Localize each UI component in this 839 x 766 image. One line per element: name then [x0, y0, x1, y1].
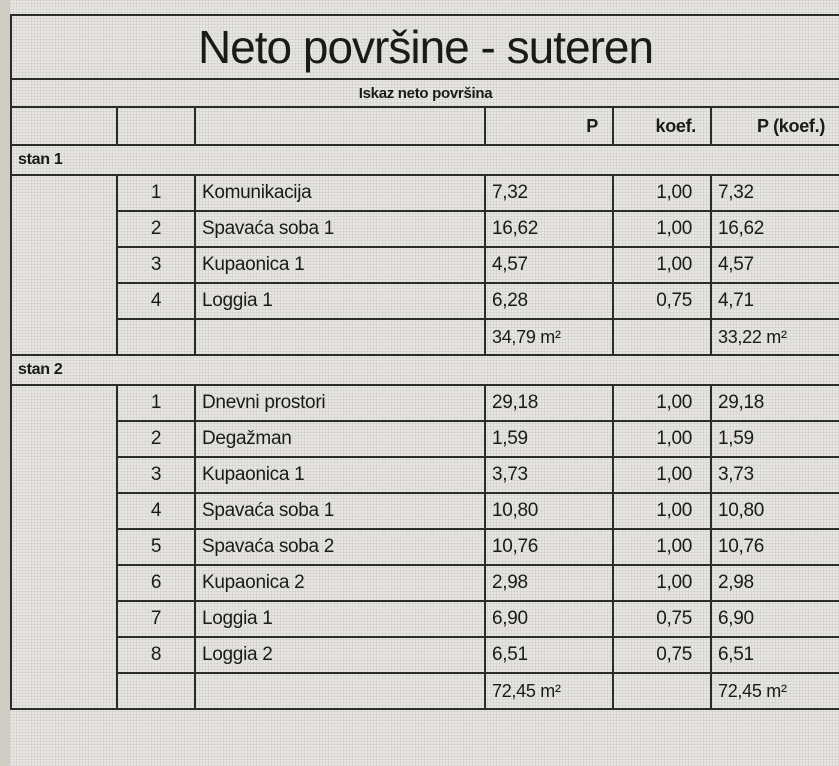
row-number: 1 [117, 385, 195, 421]
table-subtitle: Iskaz neto površina [11, 79, 839, 107]
coefficient: 1,00 [613, 565, 711, 601]
area-p-koef: 10,80 [711, 493, 839, 529]
total-row [11, 319, 839, 355]
area-p-koef: 4,71 [711, 283, 839, 319]
coefficient: 1,00 [613, 247, 711, 283]
row-number: 5 [117, 529, 195, 565]
row-number: 1 [117, 175, 195, 211]
row-number: 8 [117, 637, 195, 673]
table-row [11, 457, 839, 493]
coefficient: 0,75 [613, 637, 711, 673]
coefficient: 1,00 [613, 493, 711, 529]
table-row [11, 637, 839, 673]
area-p-koef: 16,62 [711, 211, 839, 247]
area-p: 2,98 [485, 565, 613, 601]
room-name: Dnevni prostori [195, 385, 485, 421]
table-row [11, 529, 839, 565]
coefficient: 1,00 [613, 529, 711, 565]
coefficient: 1,00 [613, 175, 711, 211]
coefficient: 1,00 [613, 421, 711, 457]
table-row [11, 421, 839, 457]
area-p: 16,62 [485, 211, 613, 247]
area-p-koef: 6,51 [711, 637, 839, 673]
header-cell-empty [195, 107, 485, 145]
area-p-koef: 2,98 [711, 565, 839, 601]
section-indent-cell [11, 175, 117, 355]
total-p: 72,45 m² [485, 673, 613, 709]
column-header-row [11, 107, 839, 145]
room-name: Loggia 1 [195, 283, 485, 319]
total-empty-cell [117, 319, 195, 355]
table-row [11, 175, 839, 211]
row-number: 4 [117, 283, 195, 319]
area-p: 7,32 [485, 175, 613, 211]
room-name: Komunikacija [195, 175, 485, 211]
area-p-koef: 10,76 [711, 529, 839, 565]
row-number: 2 [117, 421, 195, 457]
section-indent-cell [11, 385, 117, 709]
row-number: 4 [117, 493, 195, 529]
area-p: 6,28 [485, 283, 613, 319]
total-empty-cell [613, 319, 711, 355]
table-row [11, 493, 839, 529]
area-p: 10,80 [485, 493, 613, 529]
room-name: Loggia 2 [195, 637, 485, 673]
coefficient: 1,00 [613, 211, 711, 247]
room-name: Kupaonica 2 [195, 565, 485, 601]
total-empty-cell [117, 673, 195, 709]
room-name: Loggia 1 [195, 601, 485, 637]
column-header-p: P [485, 107, 613, 145]
total-empty-cell [195, 319, 485, 355]
area-p-koef: 3,73 [711, 457, 839, 493]
row-number: 3 [117, 457, 195, 493]
title-row [11, 15, 839, 79]
table-row [11, 565, 839, 601]
area-p: 4,57 [485, 247, 613, 283]
section-row [11, 145, 839, 175]
total-p-koef: 33,22 m² [711, 319, 839, 355]
area-p: 6,90 [485, 601, 613, 637]
table-row [11, 211, 839, 247]
room-name: Kupaonica 1 [195, 457, 485, 493]
table-row [11, 601, 839, 637]
area-p: 3,73 [485, 457, 613, 493]
total-row [11, 673, 839, 709]
area-p-koef: 4,57 [711, 247, 839, 283]
header-cell-empty [11, 107, 117, 145]
room-name: Spavaća soba 2 [195, 529, 485, 565]
total-empty-cell [195, 673, 485, 709]
row-number: 6 [117, 565, 195, 601]
table-row [11, 247, 839, 283]
table-row [11, 283, 839, 319]
table-row [11, 385, 839, 421]
coefficient: 1,00 [613, 457, 711, 493]
header-cell-empty [117, 107, 195, 145]
total-p: 34,79 m² [485, 319, 613, 355]
column-header-p-koef: P (koef.) [711, 107, 839, 145]
area-p: 1,59 [485, 421, 613, 457]
area-p: 10,76 [485, 529, 613, 565]
spreadsheet-sheet [10, 0, 839, 766]
section-label: stan 2 [11, 355, 839, 385]
coefficient: 0,75 [613, 601, 711, 637]
row-number: 7 [117, 601, 195, 637]
area-p: 29,18 [485, 385, 613, 421]
coefficient: 0,75 [613, 283, 711, 319]
subtitle-row [11, 79, 839, 107]
room-name: Spavaća soba 1 [195, 493, 485, 529]
room-name: Degažman [195, 421, 485, 457]
column-header-koef: koef. [613, 107, 711, 145]
area-p-koef: 1,59 [711, 421, 839, 457]
room-name: Spavaća soba 1 [195, 211, 485, 247]
total-empty-cell [613, 673, 711, 709]
page-title: Neto površine - suteren [11, 15, 839, 79]
room-name: Kupaonica 1 [195, 247, 485, 283]
row-number: 3 [117, 247, 195, 283]
section-label: stan 1 [11, 145, 839, 175]
section-row [11, 355, 839, 385]
area-p-koef: 29,18 [711, 385, 839, 421]
area-p: 6,51 [485, 637, 613, 673]
area-p-koef: 7,32 [711, 175, 839, 211]
total-p-koef: 72,45 m² [711, 673, 839, 709]
row-number: 2 [117, 211, 195, 247]
net-area-table [10, 14, 839, 710]
area-p-koef: 6,90 [711, 601, 839, 637]
coefficient: 1,00 [613, 385, 711, 421]
